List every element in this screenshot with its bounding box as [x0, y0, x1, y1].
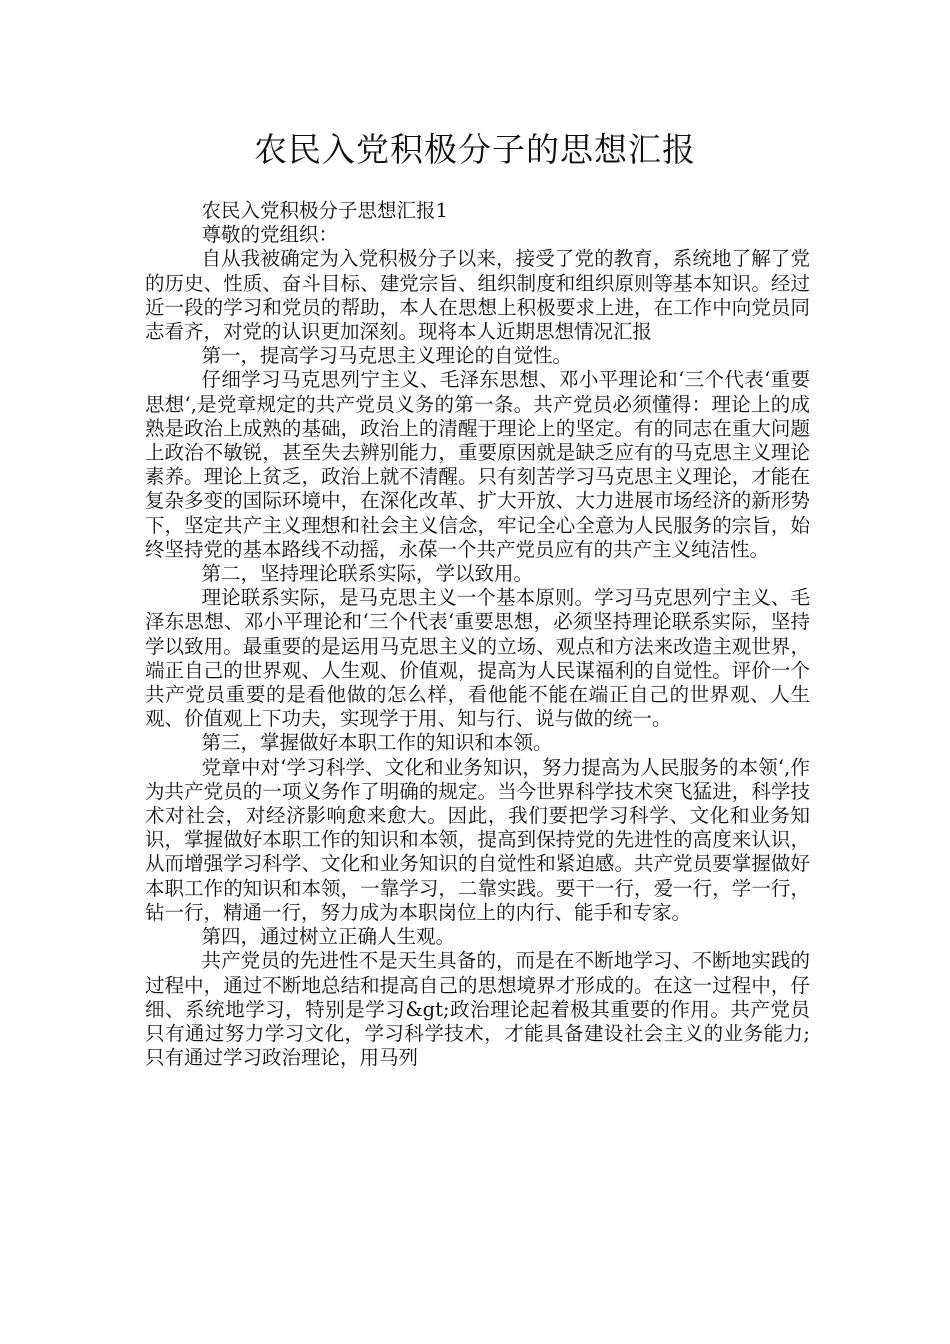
paragraph-point-4-body: 共产党员的先进性不是天生具备的，而是在不断地学习、不断地实践的过程中，通过不断地总结和提高自己的思想境界才形成的。在这一过程中，仔细、系统地学习，特别是学习&gt;政治理论起着极其重要的作用。共产党员只有通过努力学习文化，学习科学技术，才能具备建设社会主义的业务能力;只有通过学习政治理论，用马列 [145, 949, 810, 1070]
paragraph-intro: 自从我被确定为入党积极分子以来，接受了党的教育，系统地了解了党的历史、性质、奋斗目标、建党宗旨、组织制度和组织原则等基本知识。经过近一段的学习和党员的帮助，本人在思想上积极要求上进，在工作中向党员同志看齐，对党的认识更加深刻。现将本人近期思想情况汇报 [145, 247, 810, 344]
paragraph-point-2-body: 理论联系实际，是马克思主义一个基本原则。学习马克思列宁主义、毛泽东思想、邓小平理论和‘三个代表‘重要思想，必须坚持理论联系实际，坚持学以致用。最重要的是运用马克思主义的立场、观点和方法来改造主观世界，端正自己的世界观、人生观、价值观，提高为人民谋福利的自觉性。评价一个共产党员重要的是看他做的怎么样，看他能不能在端正自己的世界观、人生观、价值观上下功夫，实现学于用、知与行、说与做的统一。 [145, 586, 810, 731]
paragraph-heading: 农民入党积极分子思想汇报1 [201, 199, 448, 222]
paragraph-point-2-heading: 第二，坚持理论联系实际，学以致用。 [201, 562, 534, 586]
paragraph-point-3-body: 党章中对‘学习科学、文化和业务知识，努力提高为人民服务的本领‘,作为共产党员的一项义务作了明确的规定。当今世界科学技术突飞猛进，科学技术对社会，对经济影响愈来愈大。因此，我们要把学习科学、文化和业务知识，掌握做好本职工作的知识和本领，提高到保持党的先进性的高度来认识，从而增强学习科学、文化和业务知识的自觉性和紧迫感。共产党员要掌握做好本职工作的知识和本领，一靠学习，二靠实践。要干一行，爱一行，学一行，钻一行，精通一行，努力成为本职岗位上的内行、能手和专家。 [145, 755, 810, 924]
document-title: 农民入党积极分子的思想汇报 [254, 130, 696, 169]
paragraph-point-3-heading: 第三，掌握做好本职工作的知识和本领。 [201, 731, 553, 755]
document-body [145, 199, 810, 1070]
paragraph-point-1-body: 仔细学习马克思列宁主义、毛泽东思想、邓小平理论和‘三个代表‘重要思想‘,是党章规定的共产党员义务的第一条。共产党员必须懂得：理论上的成熟是政治上成熟的基础，政治上的清醒于理论上的坚定。有的同志在重大问题上政治不敏锐，甚至失去辨别能力，重要原因就是缺乏应有的马克思主义理论素养。理论上贫乏，政治上就不清醒。只有刻苦学习马克思主义理论，才能在复杂多变的国际环境中，在深化改革、扩大开放、大力进展市场经济的新形势下，坚定共产主义理想和社会主义信念，牢记全心全意为人民服务的宗旨，始终坚持党的基本路线不动摇，永葆一个共产党员应有的共产主义纯洁性。 [145, 368, 810, 561]
paragraph-salutation: 尊敬的党组织： [201, 223, 339, 247]
paragraph-point-1-heading: 第一，提高学习马克思主义理论的自觉性。 [201, 344, 573, 368]
paragraph-point-4-heading: 第四，通过树立正确人生观。 [201, 925, 456, 949]
